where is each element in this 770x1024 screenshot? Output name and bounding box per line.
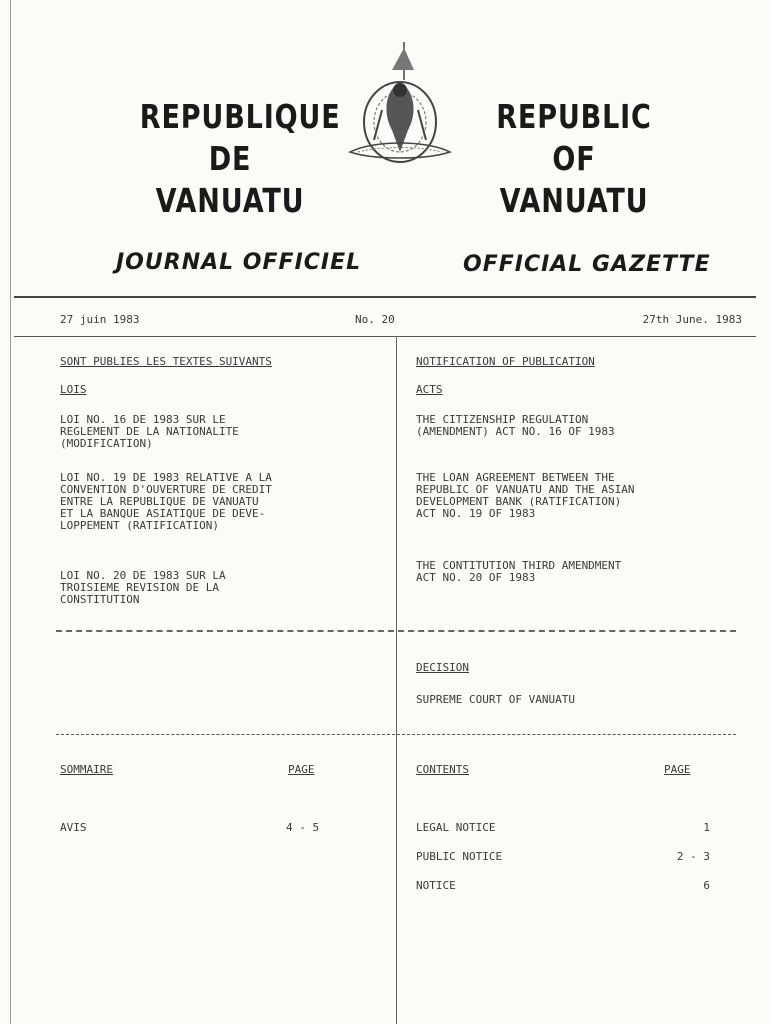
en-item-2: THE LOAN AGREEMENT BETWEEN THE REPUBLIC OF VANUATU AND THE ASIAN DEVELOPMENT BANK (RATIFICATION) ACT NO. 19 OF 1983	[416, 471, 635, 520]
en-contents-title-2: PUBLIC NOTICE	[416, 850, 503, 863]
fr-contents-label: SOMMAIRE	[60, 763, 113, 776]
en-item-1: THE CITIZENSHIP REGULATION (AMENDMENT) ACT NO. 16 OF 1983	[416, 413, 615, 438]
contents-separator	[56, 734, 736, 735]
date-fr: 27 juin 1983	[60, 313, 140, 326]
en-item-3: THE CONTITUTION THIRD AMENDMENT ACT NO. 20 OF 1983	[416, 559, 622, 584]
date-en: 27th June. 1983	[642, 313, 742, 326]
column-divider	[396, 336, 397, 1024]
fr-acts-label: LOIS	[60, 383, 87, 396]
en-contents-title-3: NOTICE	[416, 879, 456, 892]
masthead-en-line-1: REPUBLIC	[496, 97, 652, 136]
en-page-label: PAGE	[664, 763, 691, 776]
fr-heading: SONT PUBLIES LES TEXTES SUIVANTS	[60, 355, 272, 368]
masthead-fr-line-1: REPUBLIQUE	[139, 97, 341, 136]
en-decision-label: DECISION	[416, 661, 469, 674]
fr-item-1: LOI NO. 16 DE 1983 SUR LE REGLEMENT DE LA NATIONALITE (MODIFICATION)	[60, 413, 239, 450]
masthead-fr	[139, 96, 341, 222]
dateline-rule	[14, 336, 756, 337]
fr-contents-title-1: AVIS	[60, 821, 87, 834]
en-heading: NOTIFICATION OF PUBLICATION	[416, 355, 595, 368]
masthead-en-line-2: OF	[552, 139, 596, 178]
masthead-en	[492, 96, 656, 222]
en-contents-title-1: LEGAL NOTICE	[416, 821, 496, 834]
en-decision-text: SUPREME COURT OF VANUATU	[416, 693, 575, 706]
en-contents-page-3: 6	[703, 879, 710, 892]
en-contents-label: CONTENTS	[416, 763, 469, 776]
fr-item-3: LOI NO. 20 DE 1983 SUR LA TROISIEME REVISION DE LA CONSTITUTION	[60, 569, 226, 606]
issue-number: No. 20	[355, 313, 395, 326]
masthead-fr-line-2: DE	[208, 139, 252, 178]
masthead-fr-line-3: VANUATU	[155, 181, 305, 220]
fr-item-2: LOI NO. 19 DE 1983 RELATIVE A LA CONVENTION D'OUVERTURE DE CREDIT ENTRE LA REPUBLIQUE DE VANUATU ET LA BANQUE ASIATIQUE DE DEVE- LOPPEMENT (RATIFICATION)	[60, 471, 272, 532]
publications-separator	[56, 630, 736, 632]
coat-of-arms-icon	[344, 40, 456, 165]
masthead-en-line-3: VANUATU	[499, 181, 649, 220]
official-gazette-title: OFFICIAL GAZETTE	[463, 252, 711, 277]
journal-officiel-title: JOURNAL OFFICIEL	[116, 250, 362, 275]
en-acts-label: ACTS	[416, 383, 443, 396]
fr-contents-page-1: 4 - 5	[286, 821, 320, 834]
scan-left-edge	[10, 0, 11, 1024]
header-rule	[14, 296, 756, 298]
en-contents-page-2: 2 - 3	[676, 850, 710, 863]
en-contents-page-1: 1	[703, 821, 710, 834]
fr-page-label: PAGE	[288, 763, 315, 776]
